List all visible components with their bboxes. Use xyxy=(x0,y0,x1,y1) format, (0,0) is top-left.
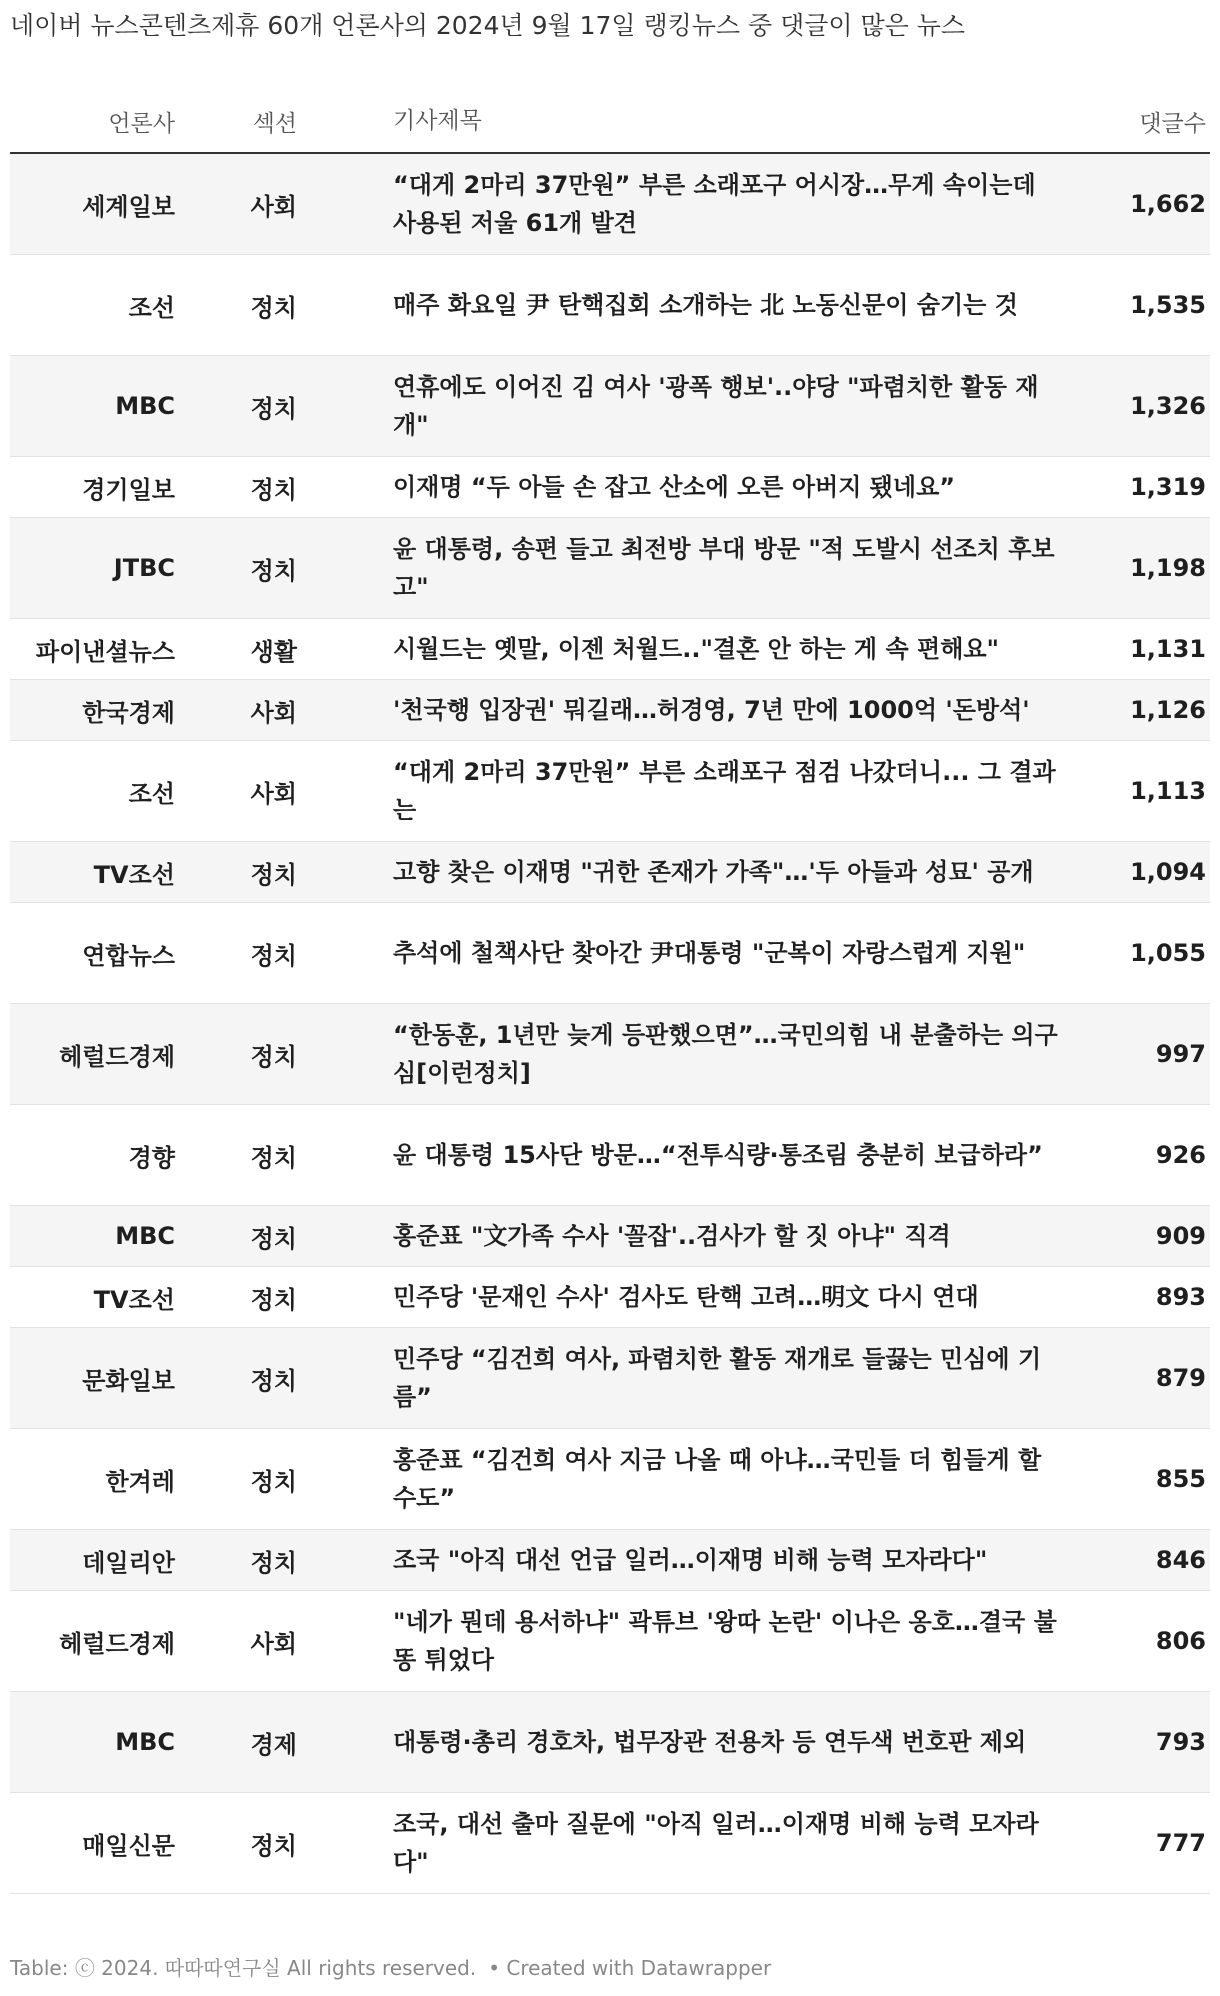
table-row xyxy=(10,619,1210,680)
table-row xyxy=(10,680,1210,741)
table-row xyxy=(10,1328,1210,1429)
cell-section: 정치 xyxy=(250,860,297,889)
cell-comment-count: 926 xyxy=(1155,1141,1206,1169)
cell-publisher: 파이낸셜뉴스 xyxy=(35,637,175,666)
cell-comment-count: 909 xyxy=(1155,1222,1206,1250)
cell-publisher: 연합뉴스 xyxy=(82,941,175,970)
cell-publisher: 매일신문 xyxy=(82,1831,175,1860)
cell-publisher: 경기일보 xyxy=(82,475,175,504)
cell-publisher: 문화일보 xyxy=(82,1366,175,1395)
cell-section: 사회 xyxy=(250,192,297,221)
cell-article-title: 홍준표 “김건희 여사 지금 나올 때 아냐…국민들 더 힘들게 할 수도” xyxy=(393,1446,1042,1512)
header-comment-count[interactable]: 댓글수 xyxy=(1139,110,1206,137)
table-row xyxy=(10,1105,1210,1206)
table-row xyxy=(10,154,1210,255)
cell-comment-count: 1,113 xyxy=(1130,777,1206,805)
table-row xyxy=(10,1206,1210,1267)
cell-publisher: MBC xyxy=(115,1222,175,1250)
table-body xyxy=(10,154,1210,1894)
cell-publisher: TV조선 xyxy=(93,1285,175,1314)
cell-publisher: 한겨레 xyxy=(105,1467,175,1496)
table-title: 네이버 뉴스콘텐츠제휴 60개 언론사의 2024년 9월 17일 랭킹뉴스 중 댓글이 많은 뉴스 xyxy=(10,11,966,40)
cell-comment-count: 1,094 xyxy=(1130,858,1206,886)
cell-comment-count: 1,198 xyxy=(1130,554,1206,582)
cell-section: 사회 xyxy=(250,698,297,727)
table-row xyxy=(10,518,1210,619)
header-article-title[interactable]: 기사제목 xyxy=(393,108,482,134)
cell-comment-count: 1,662 xyxy=(1130,190,1206,218)
cell-comment-count: 879 xyxy=(1155,1364,1206,1392)
table-row xyxy=(10,1267,1210,1328)
table-footer xyxy=(10,1952,777,1981)
cell-article-title: 매주 화요일 尹 탄핵집회 소개하는 北 노동신문이 숨기는 것 xyxy=(393,291,1018,319)
cell-comment-count: 893 xyxy=(1155,1283,1206,1311)
table-row xyxy=(10,842,1210,903)
footer-created-with[interactable]: • Created with Datawrapper xyxy=(488,1956,772,1980)
table-row xyxy=(10,1692,1210,1793)
cell-article-title: 이재명 “두 아들 손 잡고 산소에 오른 아버지 됐네요” xyxy=(393,473,956,501)
cell-publisher: 데일리안 xyxy=(82,1548,175,1577)
cell-comment-count: 1,126 xyxy=(1130,696,1206,724)
table-row xyxy=(10,1793,1210,1894)
comments-ranking-table xyxy=(10,90,1210,1894)
cell-article-title: 윤 대통령 15사단 방문…“전투식량·통조림 충분히 보급하라” xyxy=(393,1141,1043,1169)
cell-comment-count: 1,131 xyxy=(1130,635,1206,663)
cell-article-title: 조국 "아직 대선 언급 일러…이재명 비해 능력 모자라다" xyxy=(393,1546,988,1574)
table-row xyxy=(10,1530,1210,1591)
cell-section: 정치 xyxy=(250,475,297,504)
cell-article-title: 조국, 대선 출마 질문에 "아직 일러…이재명 비해 능력 모자라다" xyxy=(393,1810,1039,1876)
cell-publisher: 헤럴드경제 xyxy=(59,1629,175,1658)
cell-section: 정치 xyxy=(250,1224,297,1253)
cell-comment-count: 793 xyxy=(1155,1728,1206,1756)
cell-publisher: 헤럴드경제 xyxy=(59,1042,175,1071)
cell-comment-count: 1,055 xyxy=(1130,939,1206,967)
cell-comment-count: 855 xyxy=(1155,1465,1206,1493)
cell-section: 정치 xyxy=(250,1143,297,1172)
cell-article-title: 연휴에도 이어진 김 여사 '광폭 행보'..야당 "파렴치한 활동 재개" xyxy=(393,373,1039,439)
cell-section: 생활 xyxy=(250,637,297,666)
cell-publisher: 경향 xyxy=(128,1143,175,1172)
cell-comment-count: 1,535 xyxy=(1130,291,1206,319)
cell-section: 경제 xyxy=(250,1730,297,1759)
cell-article-title: '천국행 입장권' 뭐길래…허경영, 7년 만에 1000억 '돈방석' xyxy=(393,696,1030,724)
cell-section: 정치 xyxy=(250,1548,297,1577)
cell-publisher: JTBC xyxy=(113,554,175,582)
cell-comment-count: 846 xyxy=(1155,1546,1206,1574)
cell-publisher: MBC xyxy=(115,392,175,420)
cell-publisher: 세계일보 xyxy=(82,192,175,221)
cell-section: 정치 xyxy=(250,293,297,322)
cell-comment-count: 1,319 xyxy=(1130,473,1206,501)
cell-publisher: MBC xyxy=(115,1728,175,1756)
cell-article-title: 민주당 “김건희 여사, 파렴치한 활동 재개로 들끓는 민심에 기름” xyxy=(393,1345,1042,1411)
cell-section: 정치 xyxy=(250,1366,297,1395)
footer-source: Table: ⓒ 2024. 따따따연구실 All rights reserved. xyxy=(10,1956,477,1980)
table-row xyxy=(10,1004,1210,1105)
table-row xyxy=(10,1429,1210,1530)
cell-article-title: “한동훈, 1년만 늦게 등판했으면”…국민의힘 내 분출하는 의구심[이런정치] xyxy=(393,1021,1058,1087)
table-row xyxy=(10,255,1210,356)
cell-article-title: 윤 대통령, 송편 들고 최전방 부대 방문 "적 도발시 선조치 후보고" xyxy=(393,535,1055,601)
header-section[interactable]: 섹션 xyxy=(252,110,297,137)
cell-publisher: TV조선 xyxy=(93,860,175,889)
cell-comment-count: 806 xyxy=(1155,1627,1206,1655)
table-row xyxy=(10,356,1210,457)
cell-article-title: “대게 2마리 37만원” 부른 소래포구 점검 나갔더니... 그 결과는 xyxy=(393,758,1056,824)
cell-article-title: 고향 찾은 이재명 "귀한 존재가 가족"…'두 아들과 성묘' 공개 xyxy=(393,858,1034,886)
cell-publisher: 한국경제 xyxy=(82,698,175,727)
cell-article-title: "네가 뭔데 용서하냐" 곽튜브 '왕따 논란' 이나은 옹호…결국 불똥 튀었다 xyxy=(393,1608,1057,1674)
cell-article-title: 민주당 '문재인 수사' 검사도 탄핵 고려…明文 다시 연대 xyxy=(393,1283,979,1311)
cell-article-title: 추석에 철책사단 찾아간 尹대통령 "군복이 자랑스럽게 지원" xyxy=(393,939,1026,967)
cell-section: 정치 xyxy=(250,1285,297,1314)
table-header-row xyxy=(10,90,1210,154)
cell-section: 정치 xyxy=(250,394,297,423)
cell-article-title: 시월드는 옛말, 이젠 처월드.."결혼 안 하는 게 속 편해요" xyxy=(393,635,1000,663)
cell-article-title: 대통령·총리 경호차, 법무장관 전용차 등 연두색 번호판 제외 xyxy=(393,1728,1027,1756)
cell-section: 사회 xyxy=(250,779,297,808)
table-row xyxy=(10,741,1210,842)
header-publisher[interactable]: 언론사 xyxy=(108,110,175,137)
cell-section: 사회 xyxy=(250,1629,297,1658)
cell-comment-count: 1,326 xyxy=(1130,392,1206,420)
cell-article-title: “대게 2마리 37만원” 부른 소래포구 어시장…무게 속이는데 사용된 저울 61개 발견 xyxy=(393,171,1036,237)
cell-section: 정치 xyxy=(250,1831,297,1860)
table-row xyxy=(10,457,1210,518)
cell-section: 정치 xyxy=(250,941,297,970)
cell-publisher: 조선 xyxy=(128,293,175,322)
table-row xyxy=(10,1591,1210,1692)
cell-article-title: 홍준표 "文가족 수사 '꼴잡'..검사가 할 짓 아냐" 직격 xyxy=(393,1222,951,1250)
cell-section: 정치 xyxy=(250,556,297,585)
cell-comment-count: 997 xyxy=(1155,1040,1206,1068)
cell-comment-count: 777 xyxy=(1155,1829,1206,1857)
cell-section: 정치 xyxy=(250,1042,297,1071)
cell-publisher: 조선 xyxy=(128,779,175,808)
cell-section: 정치 xyxy=(250,1467,297,1496)
table-row xyxy=(10,903,1210,1004)
